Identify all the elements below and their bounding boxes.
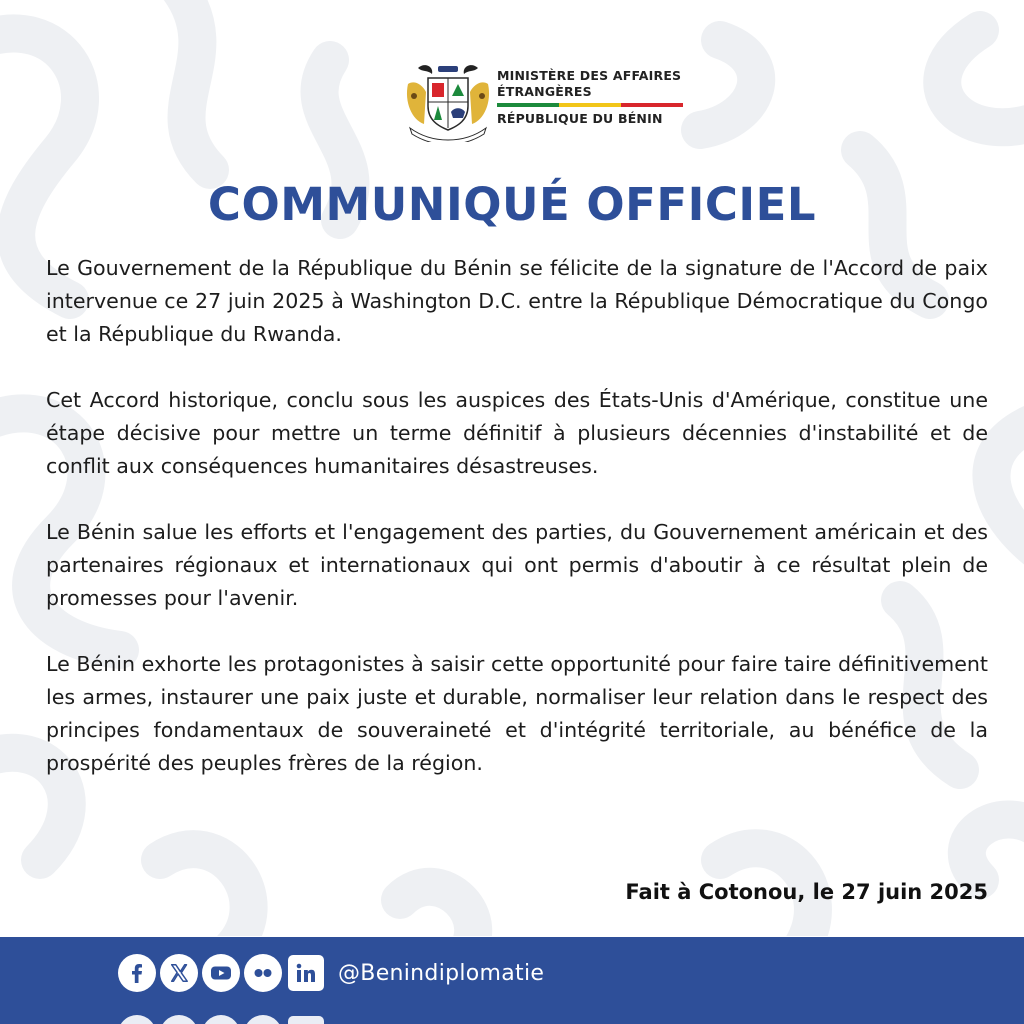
signoff: Fait à Cotonou, le 27 juin 2025 <box>625 880 988 904</box>
country-name: RÉPUBLIQUE DU BÉNIN <box>497 111 663 126</box>
ministry-line-1: MINISTÈRE DES AFFAIRES <box>497 68 682 83</box>
paragraph-3: Le Bénin salue les efforts et l'engagement des parties, du Gouvernement américain et des partenaires régionaux et internationaux qui ont permis d'aboutir à ce résultat plein de promesses pour l'avenir. <box>46 520 988 610</box>
flag-stripe <box>497 103 683 107</box>
communique-body <box>46 252 988 813</box>
facebook-icon[interactable] <box>118 954 156 992</box>
x-icon <box>160 1015 198 1024</box>
linkedin-icon <box>288 1016 324 1024</box>
youtube-icon[interactable] <box>202 954 240 992</box>
coat-of-arms-icon <box>402 62 494 142</box>
social-handle[interactable]: @Benindiplomatie <box>338 960 545 986</box>
linkedin-icon[interactable] <box>288 955 324 991</box>
flickr-icon <box>244 1015 282 1024</box>
page-title: COMMUNIQUÉ OFFICIEL <box>207 178 817 231</box>
paragraph-4: Le Bénin exhorte les protagonistes à saisir cette opportunité pour faire taire définitivement les armes, instaurer une paix juste et durable, normaliser leur relation dans le respect des principes fondamentaux de souveraineté et d'intégrité territoriale, au bénéfice de la prospérité des peuples frères de la région. <box>46 652 988 775</box>
ministry-line-2: ÉTRANGÈRES <box>497 84 592 99</box>
x-icon[interactable] <box>160 954 198 992</box>
ministry-name <box>497 68 687 127</box>
social-links <box>118 954 544 992</box>
flickr-icon[interactable] <box>244 954 282 992</box>
footer-bar <box>0 937 1024 1024</box>
letterhead <box>0 62 1024 142</box>
paragraph-1: Le Gouvernement de la République du Bénin se félicite de la signature de l'Accord de paix intervenue ce 27 juin 2025 à Washington D.C. entre la République Démocratique du Congo et la République du Rwanda. <box>46 256 988 346</box>
paragraph-2: Cet Accord historique, conclu sous les auspices des États-Unis d'Amérique, constitue une étape décisive pour mettre un terme définitif à plusieurs décennies d'instabilité et de conflit aux conséquences humanitaires désastreuses. <box>46 388 988 478</box>
social-links-repeat <box>118 1015 328 1024</box>
facebook-icon <box>118 1015 156 1024</box>
youtube-icon <box>202 1015 240 1024</box>
